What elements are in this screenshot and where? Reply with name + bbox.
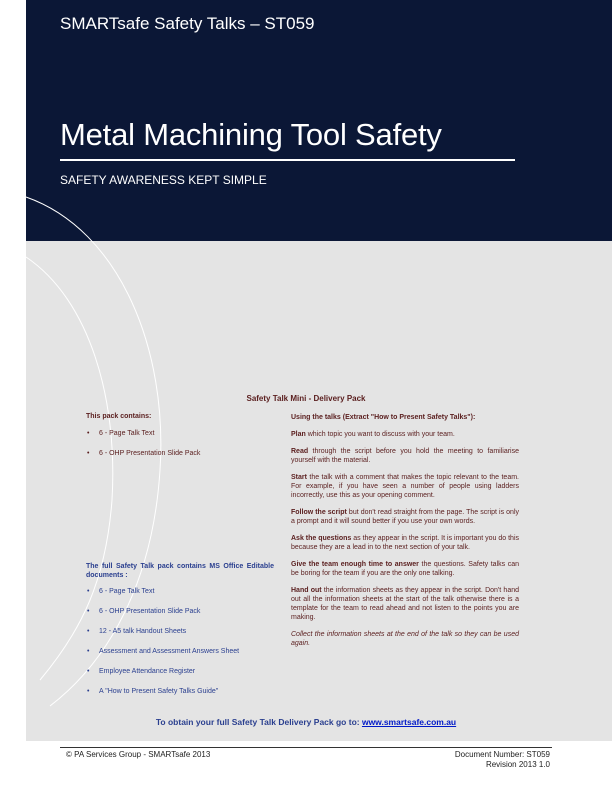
step-plan: Plan which topic you want to discuss with your team. [291, 431, 455, 438]
footer-doc-info [455, 750, 550, 770]
step-ask-questions: Ask the questions as they appear in the script. It is important you do this because they are a lead in to the next section of your talk. [291, 535, 519, 551]
bullet-icon: • [87, 688, 90, 695]
smartsafe-link[interactable]: www.smartsafe.com.au [361, 717, 457, 727]
step-follow-script: Follow the script but don't read straight from the page. The script is only a prompt and it will sound better if you use your own words. [291, 509, 519, 525]
bullet-icon: • [87, 668, 90, 675]
step-start: Start the talk with a comment that makes the topic relevant to the team. For example, if you have seen a number of people using ladders incorrectly, use this as your opening comment. [291, 474, 519, 499]
page-title: Metal Machining Tool Safety [60, 117, 442, 152]
list-item: • 6 - OHP Presentation Slide Pack [87, 450, 201, 457]
step-give-time: Give the team enough time to answer the questions. Safety talks can be boring for the team if you are the only one talking. [291, 561, 520, 577]
delivery-pack-heading: Safety Talk Mini - Delivery Pack [246, 394, 366, 403]
bullet-icon: • [87, 628, 90, 635]
bullet-icon: • [87, 648, 90, 655]
tagline: SAFETY AWARENESS KEPT SIMPLE [60, 173, 267, 187]
footer-copyright: © PA Services Group - SMARTsafe 2013 [66, 750, 211, 759]
bullet-icon: • [87, 608, 90, 615]
revision: Revision 2013 1.0 [485, 760, 550, 769]
closing-note: Collect the information sheets at the end of the talk so they can be used again. [291, 631, 519, 647]
footer-divider [60, 747, 552, 748]
obtain-full-pack [0, 717, 612, 727]
using-talks-heading: Using the talks (Extract "How to Present Safety Talks"): [291, 414, 476, 421]
list-item: • A "How to Present Safety Talks Guide" [87, 688, 219, 695]
list-item: • 6 - Page Talk Text [87, 430, 155, 437]
pack-items-list [86, 429, 276, 458]
full-pack-heading: The full Safety Talk pack contains MS Office Editable documents : [86, 563, 274, 579]
bullet-icon: • [87, 430, 90, 437]
full-pack-items-list [86, 587, 274, 696]
obtain-text: To obtain your full Safety Talk Delivery Pack go to: [155, 717, 362, 727]
using-talks-column [291, 413, 519, 656]
list-item: • Assessment and Assessment Answers Sheet [87, 648, 240, 655]
step-hand-out: Hand out the information sheets as they appear in the script. Don't hand out all the information sheets at the start of the talk otherwise there is a template for the team to read ahead and not listen to the points you are making. [291, 587, 519, 621]
bullet-icon: • [87, 588, 90, 595]
list-item: • 6 - Page Talk Text [87, 588, 155, 595]
pack-contains-label: This pack contains: [86, 413, 152, 420]
series-title: SMARTsafe Safety Talks – ST059 [60, 14, 315, 33]
pack-contains-section [86, 413, 276, 458]
step-read: Read through the script before you hold the meeting to familiarise yourself with the material. [291, 448, 519, 464]
list-item: • 12 - A5 talk Handout Sheets [87, 628, 187, 635]
list-item: • Employee Attendance Register [87, 668, 196, 675]
full-pack-section [86, 562, 274, 696]
document-number: Document Number: ST059 [454, 750, 550, 759]
pack-contents-column [86, 413, 276, 695]
bullet-icon: • [87, 450, 90, 457]
list-item: • 6 - OHP Presentation Slide Pack [87, 608, 201, 615]
